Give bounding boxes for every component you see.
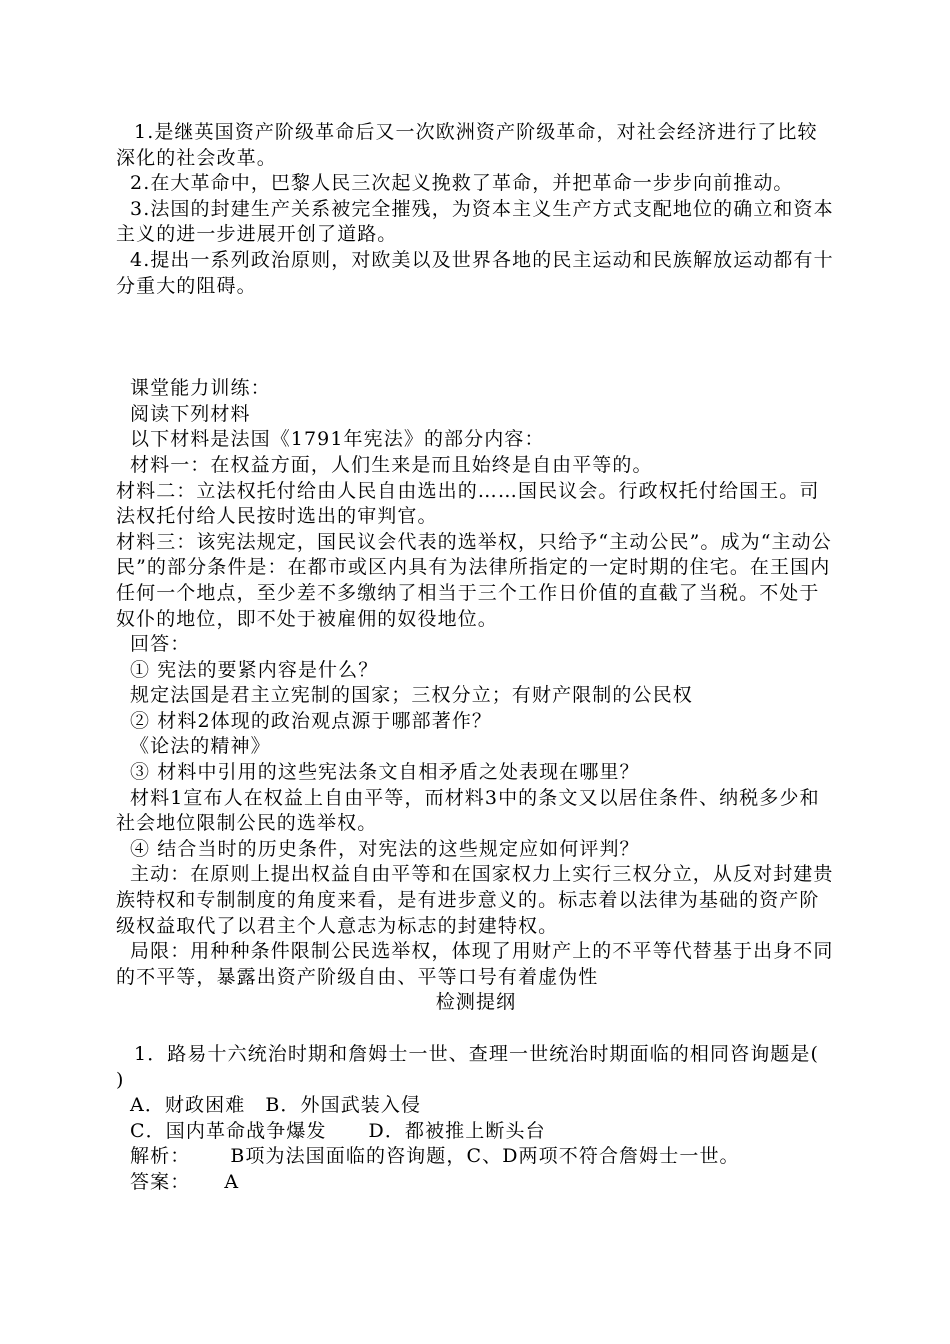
option-d: D．都被推上断头台 bbox=[368, 1119, 546, 1142]
option-a: A．财政困难 bbox=[130, 1094, 246, 1117]
test-heading: 检测提纲 bbox=[435, 991, 517, 1014]
spacer bbox=[116, 1016, 836, 1042]
question-1: ① 宪法的要紧内容是什么？ bbox=[130, 658, 379, 681]
training-instruction: 阅读下列材料 bbox=[130, 402, 251, 425]
answer-4-positive: 主动：在原则上提出权益自由平等和在国家权力上实行三权分立，从反对封建贵族特权和专制制度的角度来看，是有进步意义的。标志着以法律为基础的资产阶级权益取代了以君主个人意志为标志的封建特权。 bbox=[116, 863, 834, 937]
training-title: 课堂能力训练： bbox=[130, 377, 271, 400]
test-question-1: 1．路易十六统治时期和詹姆士一世、查理一世统治时期面临的相同咨询题是( ) bbox=[116, 1043, 860, 1091]
question-4: ④ 结合当时的历史条件，对宪法的这些规定应如何评判？ bbox=[130, 837, 640, 860]
analysis-row bbox=[116, 1144, 836, 1170]
answer-label: 回答： bbox=[130, 633, 191, 656]
analysis-label: 解析： bbox=[130, 1145, 191, 1168]
answer-value: A bbox=[224, 1170, 240, 1193]
material-3: 材料三：该宪法规定，国民议会代表的选举权，只给予“主动公民”。成为“主动公民”的部分条件是：在都市或区内具有为法律所指定的一定时期的住宅。在王国内任何一个地点，至少差不多缴纳了相当于三个工作日价值的直截了当税。不处于奴仆的地位，即不处于被雇佣的奴役地位。 bbox=[116, 530, 832, 630]
question-3: ③ 材料中引用的这些宪法条文自相矛盾之处表现在哪里？ bbox=[130, 761, 640, 784]
options-row-1 bbox=[116, 1093, 836, 1119]
answer-label: 答案： bbox=[130, 1170, 191, 1193]
answer-1: 规定法国是君主立宪制的国家；三权分立；有财产限制的公民权 bbox=[130, 684, 693, 707]
document-page bbox=[116, 120, 860, 1196]
answer-3: 材料1宣布人在权益上自由平等，而材料3中的条文又以居住条件、纳税多少和社会地位限制公民的选举权。 bbox=[116, 786, 820, 835]
material-2: 材料二：立法权托付给由人民自由选出的……国民议会。行政权托付给国王。司法权托付给人民按时选出的审判官。 bbox=[116, 479, 820, 528]
answer-row bbox=[116, 1170, 836, 1196]
answer-4-limitation: 局限：用种种条件限制公民选举权，体现了用财产上的不平等代替基于出身不同的不平等，暴露出资产阶级自由、平等口号有着虚伪性 bbox=[116, 940, 834, 988]
significance-item-1: 1.是继英国资产阶级革命后又一次欧洲资产阶级革命，对社会经济进行了比较深化的社会改革。 bbox=[116, 121, 818, 169]
analysis-text: B项为法国面临的咨询题，C、D两项不符合詹姆士一世。 bbox=[230, 1145, 740, 1168]
significance-item-3: 3.法国的封建生产关系被完全摧残，为资本主义生产方式支配地位的确立和资本主义的进一步进展开创了道路。 bbox=[116, 197, 834, 246]
question-2: ② 材料2体现的政治观点源于哪部著作？ bbox=[130, 709, 493, 732]
options-row-2 bbox=[116, 1119, 836, 1145]
option-c: C．国内革命战争爆发 bbox=[130, 1119, 327, 1142]
material-1: 材料一：在权益方面，人们生来是而且始终是自由平等的。 bbox=[130, 453, 653, 476]
spacer bbox=[116, 299, 836, 376]
answer-2: 《论法的精神》 bbox=[130, 735, 271, 758]
training-intro: 以下材料是法国《1791年宪法》的部分内容： bbox=[130, 428, 545, 451]
significance-item-2: 2.在大革命中，巴黎人民三次起义挽救了革命，并把革命一步步向前推动。 bbox=[130, 172, 794, 195]
option-b: B．外国武装入侵 bbox=[265, 1094, 422, 1117]
significance-item-4: 4.提出一系列政治原则，对欧美以及世界各地的民主运动和民族解放运动都有十分重大的阻碍。 bbox=[116, 248, 834, 297]
